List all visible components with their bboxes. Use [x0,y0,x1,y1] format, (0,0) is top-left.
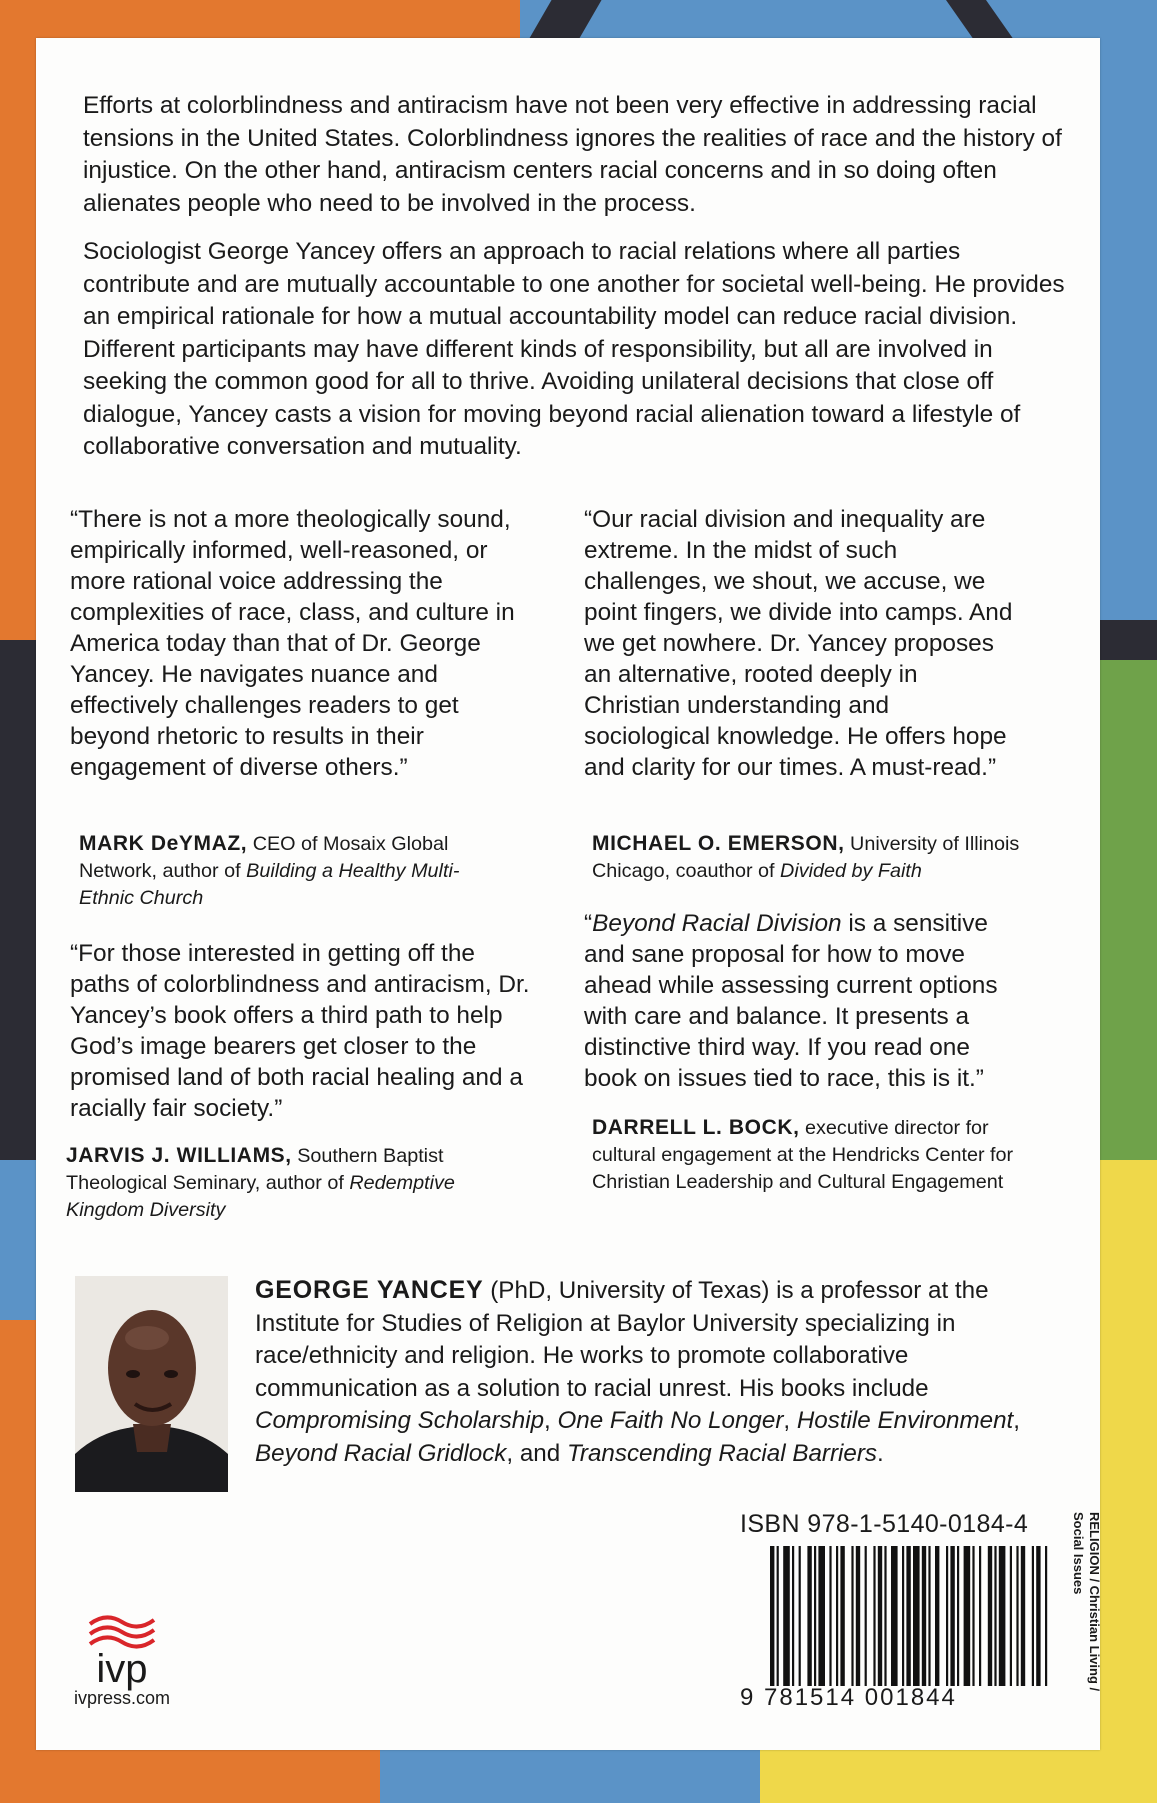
endorser-role: executive director for cultural engagement at the Hendricks Center for Christian Leadership and Cultural Engagement [592,1117,1014,1193]
barcode-bar [818,1546,825,1686]
endorsement-quote-emerson: “Our racial division and inequality are extreme. In the midst of such challenges, we shout, we accuse, we point fingers, we divide into camps. And we get nowhere. Dr. Yancey proposes an alternative, rooted deeply in Christian understanding and sociological knowledge. He offers hope and clarity for our times. A must-read.” [584,506,1013,781]
barcode [768,1546,1048,1686]
barcode-bar [902,1546,904,1686]
bg-yellow-right [1098,1160,1157,1803]
bg-dark-left [0,640,36,1160]
description-paragraph-2: Sociologist George Yancey offers an approach to racial relations where all parties contribute and are mutually accountable to one another for societal well-being. He provides an empirical rationale for how a mutual accountability model can reduce racial division. Different participants may have different kinds of responsibility, but all are involved in seeking the common good for all to thrive. Avoiding unilateral decisions that close off dialogue, Yancey casts a vision for moving beyond racial alienation toward a lifestyle of collaborative conversation and mutuality. [83,238,1065,460]
barcode-bar [935,1546,939,1686]
barcode-bar [988,1546,992,1686]
author-book-3: Hostile Environment [796,1407,1014,1434]
bg-blue-top [520,0,1157,40]
barcode-bar [913,1546,920,1686]
barcode-bar [856,1546,860,1686]
barcode-bar [873,1546,875,1686]
endorser-role: CEO of Mosaix Global Network, author of [79,833,449,882]
endorser-name: MARK DeYMAZ, [79,832,248,855]
barcode-bar [1016,1546,1018,1686]
barcode-bar [783,1546,790,1686]
barcode-bar [878,1546,882,1686]
isbn-text: ISBN 978-1-5140-0184-4 [740,1510,1029,1538]
ivp-logo [80,1606,164,1698]
barcode-number: 9 781514 001844 [740,1684,957,1711]
barcode-bar [891,1546,898,1686]
barcode-bar [922,1546,926,1686]
bg-dark-right [1098,620,1157,660]
author-bio: GEORGE YANCEY (PhD, University of Texas) is a professor at the Institute for Studies of Religion at Baylor University specializing in race/ethnicity and religion. He works to promote collaborative communication as a solution to racial unrest. His books include Compromising Scholarship, One Faith No Longer, Hostile Environment, Beyond Racial Gridlock, and Transcending Racial Barriers. [255,1276,1020,1467]
author-book-2: One Faith No Longer [557,1407,784,1434]
barcode-bar [1010,1546,1012,1686]
barcode-bar [836,1546,838,1686]
barcode-bar [884,1546,886,1686]
endorser-book: Divided by Faith [780,860,922,882]
description-paragraph-1: Efforts at colorblindness and antiracism have not been very effective in addressing racial tensions in the United States. Colorblindness ignores the realities of race and the history of injustice. On the other hand, antiracism centers racial concerns and in so doing often alienates people who need to be involved in the process. [83,92,1062,217]
barcode-bar [979,1546,981,1686]
content-panel [36,38,1100,1750]
endorser-role: Southern Baptist Theological Seminary, author of [66,1145,444,1194]
ivp-logo-text: ivp [96,1647,148,1691]
barcode-bar [972,1546,974,1686]
endorsement-attribution-deymaz [79,830,499,912]
endorser-book: Redemptive Kingdom Diversity [66,1172,455,1221]
author-portrait-illustration [75,1276,228,1492]
endorser-name: DARRELL L. BOCK, [592,1116,800,1139]
endorsement-attribution-bock [592,1114,1042,1196]
endorser-role: University of Illinois Chicago, coauthor of [592,833,1020,882]
endorsement-quote-bock: “Beyond Racial Division is a sensitive and sane proposal for how to move ahead while assessing current options with care and balance. It presents a distinctive third way. If you read one book on issues tied to race, this is it.” [584,910,998,1092]
barcode-bar [777,1546,779,1686]
publisher-website[interactable]: ivpress.com [74,1688,171,1708]
bg-blue-bottom [380,1750,760,1803]
barcode-bar [1021,1546,1025,1686]
barcode-bar [814,1546,816,1686]
barcode-bar [792,1546,794,1686]
bg-green-right [1098,660,1157,1160]
barcode-bar [1032,1546,1034,1686]
barcode-bar [851,1546,853,1686]
barcode-bar [807,1546,811,1686]
barcode-bar [799,1546,801,1686]
author-book-4: Beyond Racial Gridlock [255,1439,507,1467]
author-book-1: Compromising Scholarship [255,1407,545,1434]
bg-blue-right [1098,0,1157,620]
endorser-name: MICHAEL O. EMERSON, [592,832,845,855]
endorsement-quote-williams: “For those interested in getting off the paths of colorblindness and antiracism, Dr. Yancey’s book offers a third path to help God’s image bearers get closer to the promised land of both racial healing and a racially fair society.” [70,940,530,1122]
bg-yellow-bottom [760,1750,1157,1803]
endorser-name: JARVIS J. WILLIAMS, [66,1144,292,1167]
subject-category: RELIGION / Christian Living / Social Issues [1071,1512,1102,1692]
barcode-bar [946,1546,948,1686]
barcode-bar [829,1546,831,1686]
endorsement-quote-deymaz: “There is not a more theologically sound, empirically informed, well-reasoned, or more rational voice addressing the complexities of race, class, and culture in America today than that of Dr. George Yancey. He navigates nuance and effectively challenges readers to get beyond rhetoric to results in their engagement of diverse others.” [70,506,515,781]
endorsement-attribution-emerson [592,830,1062,885]
author-photo [75,1276,228,1492]
barcode-bar [999,1546,1006,1686]
endorsement-attribution-williams [66,1142,496,1224]
barcode-bar [840,1546,844,1686]
author-book-5: Transcending Racial Barriers [566,1439,878,1467]
barcode-bar [1036,1546,1040,1686]
barcode-bar [906,1546,910,1686]
barcode-bar [964,1546,971,1686]
barcode-bar [770,1546,774,1686]
author-name: GEORGE YANCEY [255,1276,484,1304]
barcode-bar [950,1546,954,1686]
barcode-bar [957,1546,959,1686]
barcode-bar [865,1546,867,1686]
barcode-bar [994,1546,996,1686]
barcode-bar [928,1546,930,1686]
bg-blue-left [0,1160,36,1320]
endorser-book: Building a Healthy Multi-Ethnic Church [79,860,460,909]
barcode-bar [1045,1546,1047,1686]
quoted-book-title: Beyond Racial Division [592,910,842,937]
